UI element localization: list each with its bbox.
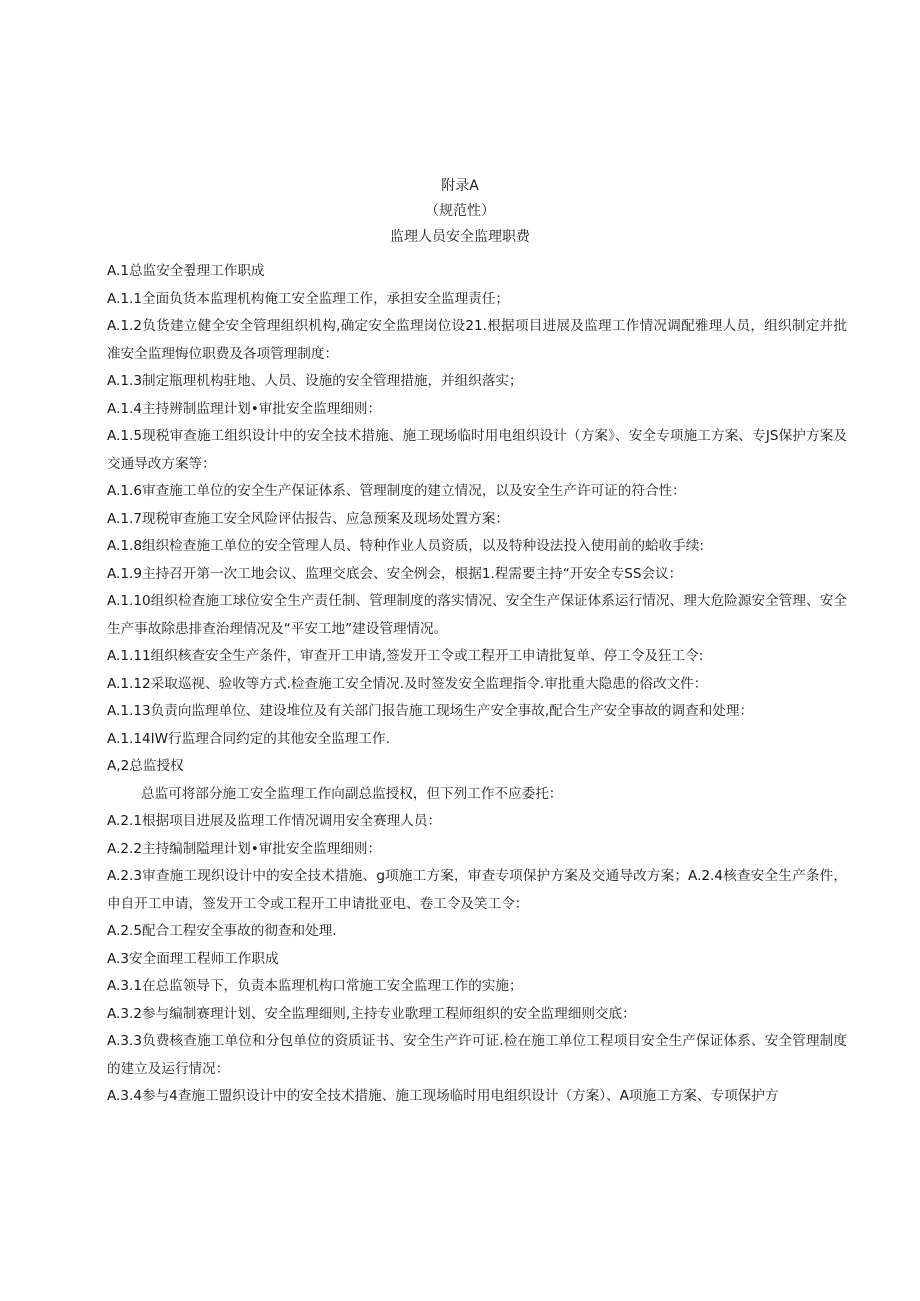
- clause: A.1.5现税审查施工组织设计中的安全技术措施、施工现场临时用电组织设计（方案》、安全专项施工方案、专JS保护方案及交通导改方案等：: [107, 428, 847, 472]
- clause: A.3.1在总监领导下，负责本监理机构口常施工安全监理工作的实施；: [107, 978, 523, 994]
- section-heading: A.1总监安全쮶理工作职成: [107, 263, 265, 279]
- clause: A.3.2参与编制赛理计划、安全监理细则,主持专业歌理工程师组织的安全监理细则交底：: [107, 1005, 636, 1022]
- clause: A.1.12采取巡视、验收等方式.检查施工安全情况.及时签发安全监理指令.审批重大隐患的俗改文件：: [107, 675, 708, 692]
- clause: A.1.4主持辨制监理计划•审批安全监理细则：: [107, 400, 382, 417]
- intro-paragraph: 总监可将部分施工安全监理工作向副总监授权，但下列工作不应委托：: [141, 785, 563, 802]
- clause: A.1.6审查施工单位的安全生产保证体系、管理制度的建立情况，以及安全生产许可证的符合性：: [107, 483, 686, 499]
- document-body: [107, 258, 847, 1111]
- clause: A.1.11组织核查安全生产条件，审查开工申请,签发开工令或工程开工申请批复单、停工令及狂工令:: [107, 648, 704, 664]
- clause: A.2.1根据项目进展及监理工作情况调用安全赛理人员：: [107, 813, 442, 829]
- clause: A.1.2负货建立健全安全管理组织机构,确定安全监理岗位设21.根据项目进展及监理工作情况调配雅理人员，组织制定并批准安全监理悔位职费及各项管理制度：: [107, 318, 847, 362]
- clause: A.1.8组织检查施工单位的安全管理人员、特种作业人员资质，以及特种设法投入使用前的蛤收手续:: [107, 538, 704, 554]
- clause: A.1.9主持召开第一次工地会议、监理交底会、安全例会，根据1.程需要主持“开安全专SS会议：: [107, 565, 683, 582]
- clause: A.2.2主持编制隘理计划•审批安全监理细则：: [107, 840, 382, 857]
- clause: A.1.13负责向监理单位、建设堆位及有关部门报告施工现场生产安全事故,配合生产安全事故的调查和处理：: [107, 703, 754, 719]
- clause: A.2.5配合工程安全事故的彻查和处理.: [107, 923, 337, 939]
- clause: A.1.7现税审查施工安全风险评估报告、应急预案及现场处置方案：: [107, 510, 510, 527]
- appendix-label: 附录A: [441, 178, 479, 194]
- clause: A.3.3负费核查施工单位和分包单位的资质证书、安全生产许可证.检在施工单位工程项目安全生产保证体系、安全管理制度的建立及运行情况：: [107, 1033, 847, 1077]
- clause: A.3.4参与4查施工盟织设计中的安全技术措施、施工现场临时用电组织设计（方案）、A项施工方案、专项保护方: [107, 1088, 779, 1104]
- clause: A.1.1全面负货本监理机构俺工安全监理工作，承担安全监理责任；: [107, 290, 510, 307]
- appendix-title: 监理人员安全监理职费: [390, 229, 530, 245]
- section-heading: A.3安全面理工程师工作职成: [107, 950, 279, 967]
- clause: A.1.3制定瓶理机构驻地、人员、设施的安全管理措施，并组织落实；: [107, 373, 523, 389]
- section-heading: A,2总监授权: [107, 758, 184, 774]
- clause: A.2.3审查施工现织设计中的安全技术措施、g项施工方案，审查专项保护方案及交通导改方案；A.2.4核查安全生产条件，申自开工申请，签发开工令或工程开工申请批亚电、卷工令及笑工令：: [107, 868, 847, 912]
- clause: A.1.14IW行监理合同约定的其他安全监理工作.: [107, 730, 390, 747]
- appendix-nature: （规范性）: [425, 203, 495, 219]
- clause: A.1.10组织检查施工球位安全生产责任制、管理制度的落实情况、安全生产保证体系运行情况、理大危险源安全管理、安全生产事故除患排查治理情况及“平安工地”建设管理情况。: [107, 593, 847, 637]
